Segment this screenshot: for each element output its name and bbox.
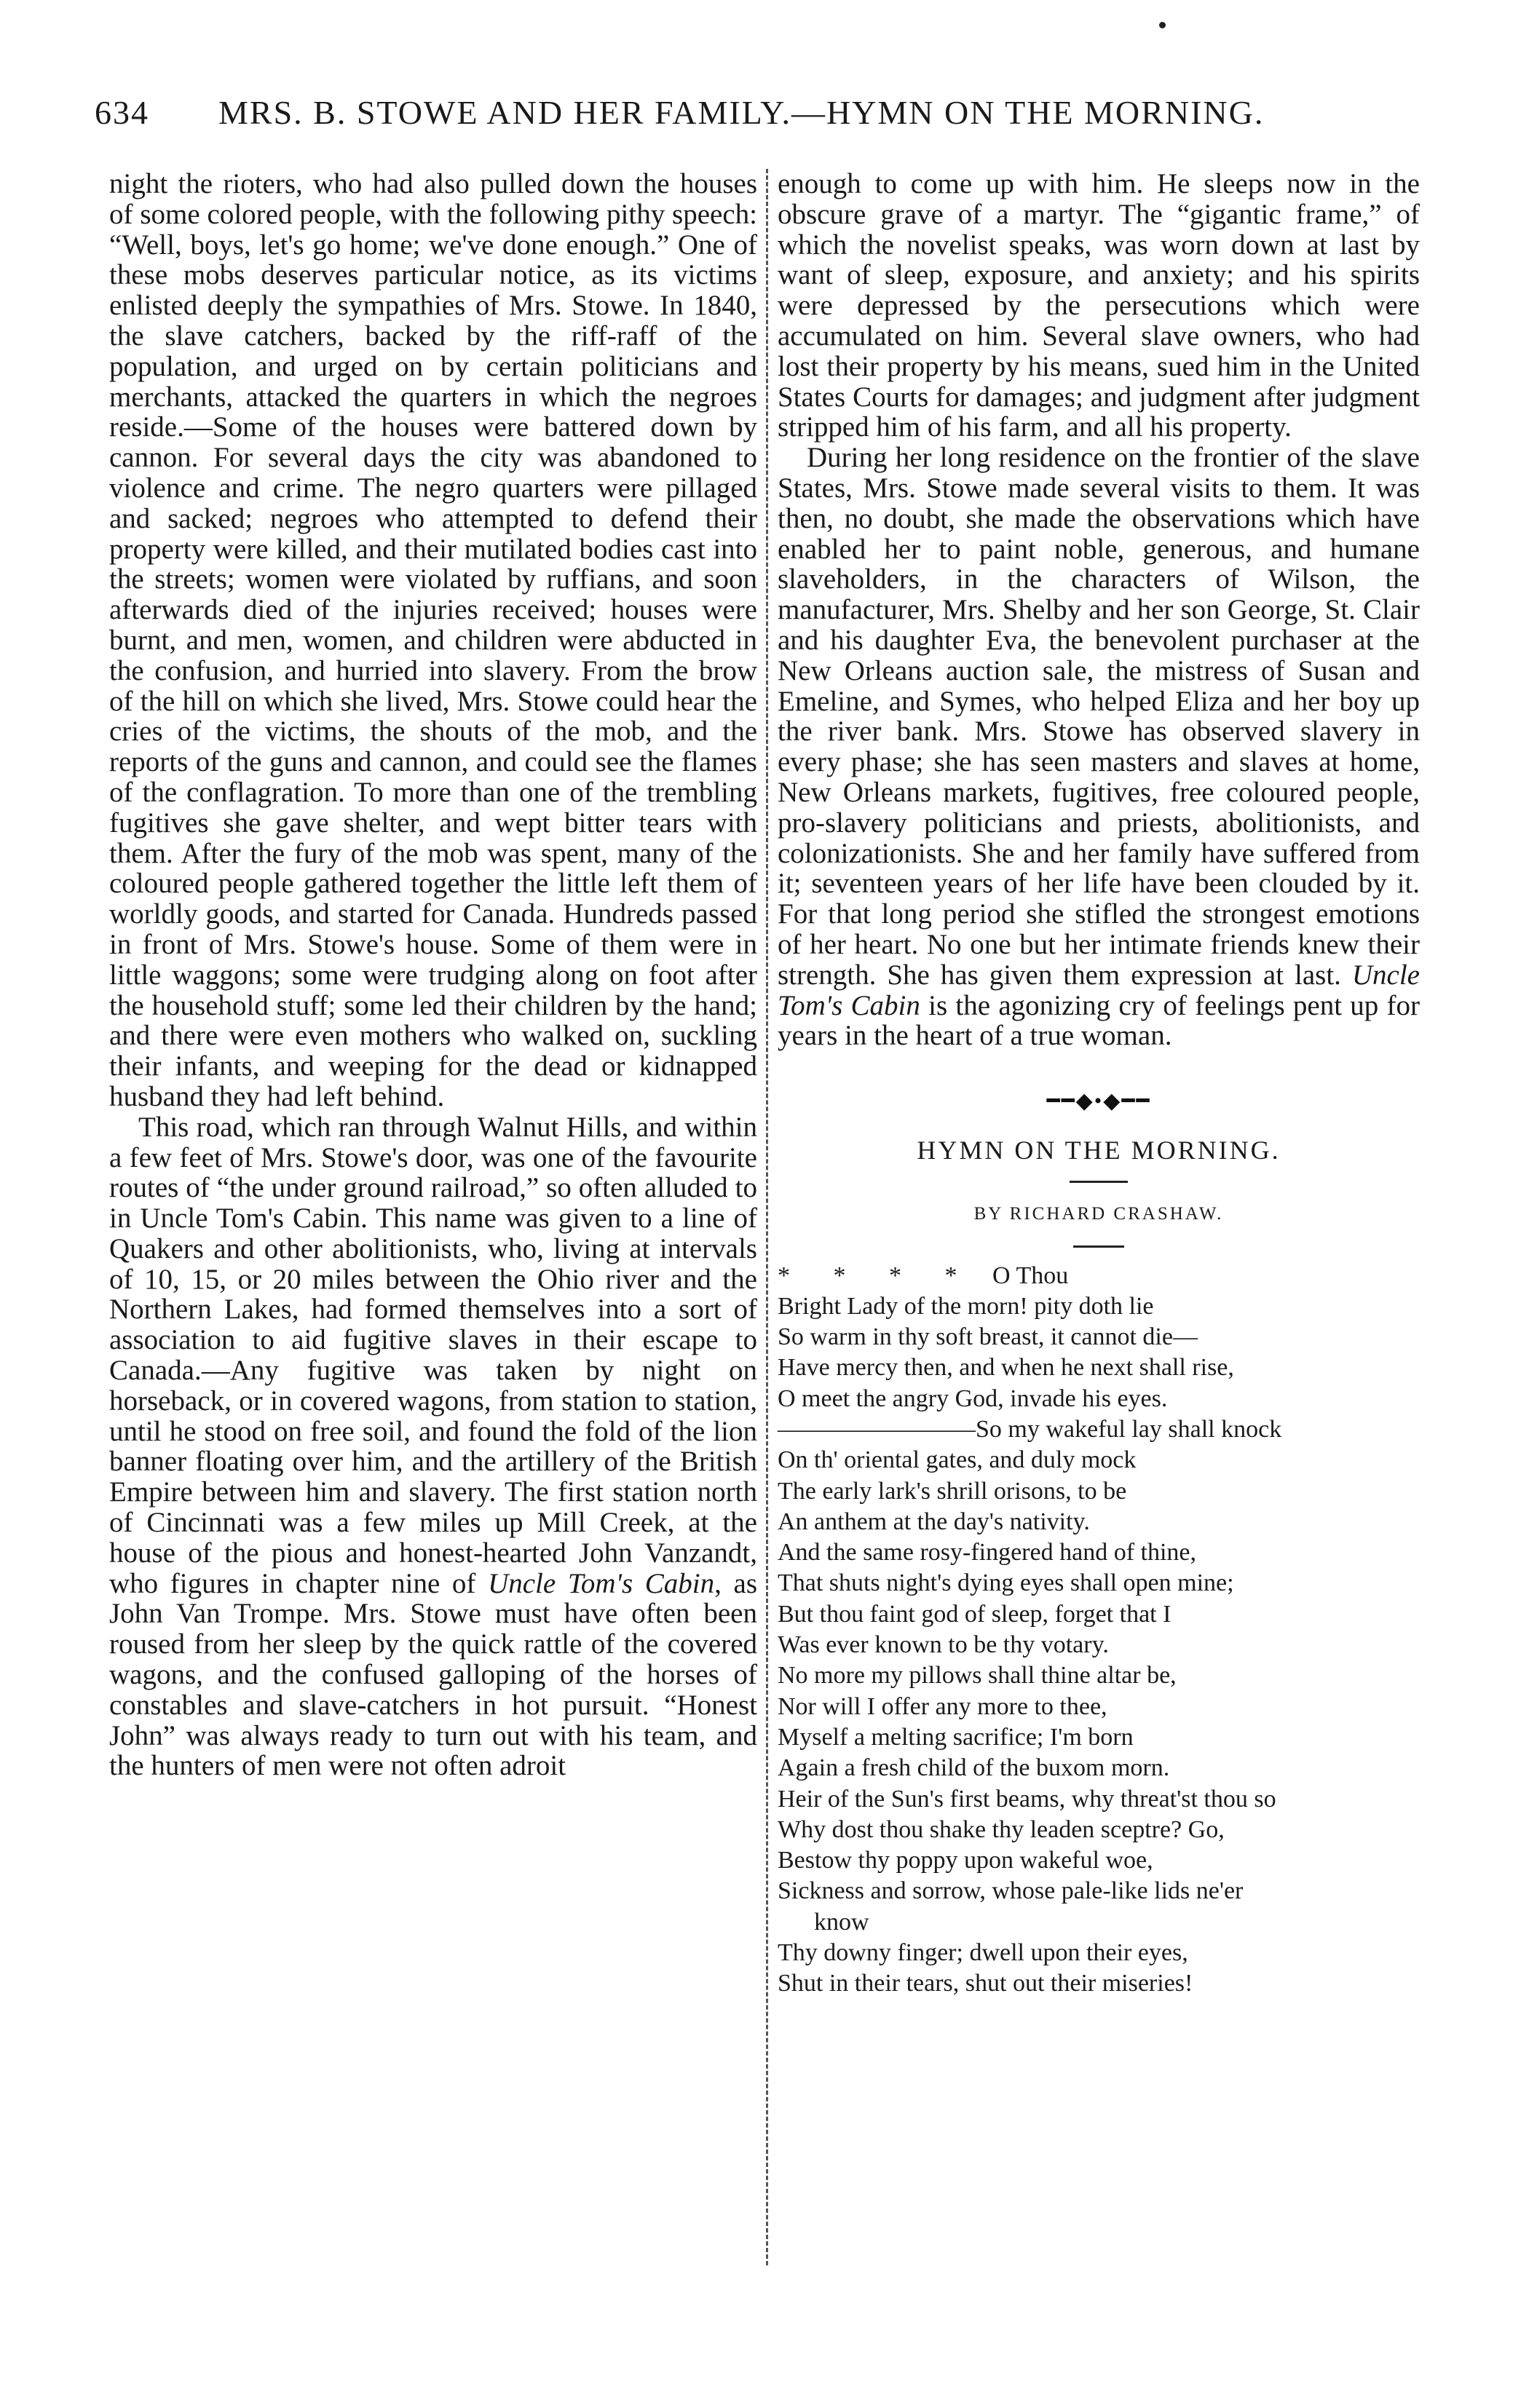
book-title: Uncle Tom's Cabin [778,959,1420,1021]
poem-line [778,1261,1420,1291]
byline-rule [1073,1245,1124,1248]
article-paragraph [778,443,1420,1051]
hymn-title: HYMN ON THE MORNING. [917,1135,1281,1165]
poem-line: That shuts night's dying eyes shall open mine; [778,1569,1234,1597]
text-run: , as John Van Trompe. Mrs. Stowe must have often been roused from her sleep by the quick rattle of the covered wagons, and the confused galloping of the horses of constables and slave-catchers in hot pursuit. “Honest John” was always ready to turn out with his team, and the hunters of men were not often adroit [109,1567,758,1782]
column-divider [766,169,768,2265]
poem-line: On th' oriental gates, and duly mock [778,1446,1137,1474]
poem-line: Nor will I offer any more to thee, [778,1692,1107,1720]
page-header [95,93,1456,144]
poem-opening: O Thou [992,1262,1069,1289]
article-paragraph: enough to come up with him. He sleeps now in the obscure grave of a martyr. The “gigantic frame,” of which the novelist speaks, was worn down at last by want of sleep, exposure, and anxiety; and his spirits were depressed by the persecutions which were accumulated on him. Several slave owners, who had lost their property by his means, sued him in the United States Courts for damages; and judgment after judgment stripped him of his farm, and all his property. [778,168,1420,443]
poem-line: Was ever known to be thy votary. [778,1631,1109,1659]
running-title: MRS. B. STOWE AND HER FAMILY.—HYMN ON THE MORNING. [218,94,1265,131]
right-column [778,169,1420,2000]
article-paragraph [109,1112,757,1782]
poem-line: Heir of the Sun's first beams, why threat'st thou so [778,1785,1276,1813]
byline: BY RICHARD CRASHAW. [973,1203,1224,1224]
poem-line: Bestow thy poppy upon wakeful woe, [778,1847,1153,1874]
title-rule [1070,1181,1128,1183]
left-column [109,169,757,1781]
section-ornament: ━━◆•◆━━ [1046,1089,1151,1114]
poem-line: O meet the angry God, invade his eyes. [778,1385,1168,1412]
poem-line: Bright Lady of the morn! pity doth lie [778,1292,1154,1320]
poem-line: And the same rosy-fingered hand of thine, [778,1539,1196,1567]
book-title: Uncle Tom's Cabin [488,1567,715,1599]
poem-line: know [814,1908,869,1936]
poem-line: ————————So my wakeful lay shall knock [778,1415,1282,1443]
poem-line: Thy downy finger; dwell upon their eyes, [778,1939,1188,1967]
poem-line: Shut in their tears, shut out their miseries! [778,1970,1193,1997]
poem-line: Have mercy then, and when he next shall rise, [778,1354,1234,1382]
poem-line: So warm in thy soft breast, it cannot die— [778,1323,1198,1351]
poem-line: Again a fresh child of the buxom morn. [778,1754,1170,1782]
page-number: 634 [95,94,149,131]
ellipsis-stars: * * * * [778,1262,957,1289]
poem-line: The early lark's shrill orisons, to be [778,1477,1127,1505]
poem-line: No more my pillows shall thine altar be, [778,1662,1177,1690]
poem-line: Myself a melting sacrifice; I'm born [778,1723,1134,1751]
text-run: During her long residence on the frontier of the slave States, Mrs. Stowe made several visits to them. It was then, no doubt, she made the observations which have enabled her to paint noble, generous, and humane slaveholders, in the characters of Wilson, the manufacturer, Mrs. Shelby and her son George, St. Clair and his daughter Eva, the benevolent purchaser at the New Orleans auction sale, the mistress of Susan and Emeline, and Symes, who helped Eliza and her boy up the river bank. Mrs. Stowe has observed slavery in every phase; she has seen masters and slaves at home, New Orleans markets, fugitives, free coloured people, pro-slavery politicians and priests, abolitionists, and colonizationists. She and her family have suffered from it; seventeen years of her life have been clouded by it. For that long period she stifled the strongest emotions of her heart. No one but her intimate friends knew their strength. She has given them expression at last. [778,442,1420,991]
poem [778,1261,1420,2000]
text-run: This road, which ran through Walnut Hills, and within a few feet of Mrs. Stowe's door, was one of the favourite routes of “the under ground railroad,” so often alluded to in Uncle Tom's Cabin. This name was given to a line of Quakers and other abolitionists, who, living at intervals of 10, 15, or 20 miles between the Ohio river and the Northern Lakes, had formed themselves into a sort of association to aid fugitive slaves in their escape to Canada.—Any fugitive was taken by night on horseback, or in covered wagons, from station to station, until he stood on free soil, and found the fold of the lion banner floating over him, and the artillery of the British Empire between him and slavery. The first station north of Cincinnati was a few miles up Mill Creek, at the house of the pious and honest-hearted John Vanzandt, who figures in chapter nine of [109,1111,757,1599]
poem-line: An anthem at the day's nativity. [778,1508,1090,1535]
article-paragraph: night the rioters, who had also pulled down the houses of some colored people, with the following pithy speech: “Well, boys, let's go home; we've done enough.” One of these mobs deserves particular notice, as its victims enlisted deeply the sympathies of Mrs. Stowe. In 1840, the slave catchers, backed by the riff-raff of the population, and urged on by certain politicians and merchants, attacked the quarters in which the negroes reside.—Some of the houses were battered down by cannon. For several days the city was abandoned to violence and crime. The negro quarters were pillaged and sacked; negroes who attempted to defend their property were killed, and their mutilated bodies cast into the streets; women were violated by ruffians, and soon afterwards died of the injuries received; houses were burnt, and men, women, and children were abducted in the confusion, and hurried into slavery. From the brow of the hill on which she lived, Mrs. Stowe could hear the cries of the victims, the shouts of the mob, and the reports of the guns and cannon, and could see the flames of the conflagration. To more than one of the trembling fugitives she gave shelter, and wept bitter tears with them. After the fury of the mob was spent, many of the coloured people gathered together the little left them of worldly goods, and started for Canada. Hundreds passed in front of Mrs. Stowe's house. Some of them were in little waggons; some were trudging along on foot after the household stuff; some led their children by the hand; and there were even mothers who walked on, suckling their infants, and weeping for the dead or kidnapped husband they had left behind. [109,168,757,1112]
text-run: is the agonizing cry of feelings pent up for years in the heart of a true woman. [778,989,1421,1052]
poem-line: Sickness and sorrow, whose pale-like lids ne'er [778,1877,1244,1905]
ink-dot [1159,22,1166,28]
poem-line: Why dost thou shake thy leaden sceptre? Go, [778,1815,1225,1843]
poem-line: But thou faint god of sleep, forget that I [778,1600,1172,1628]
